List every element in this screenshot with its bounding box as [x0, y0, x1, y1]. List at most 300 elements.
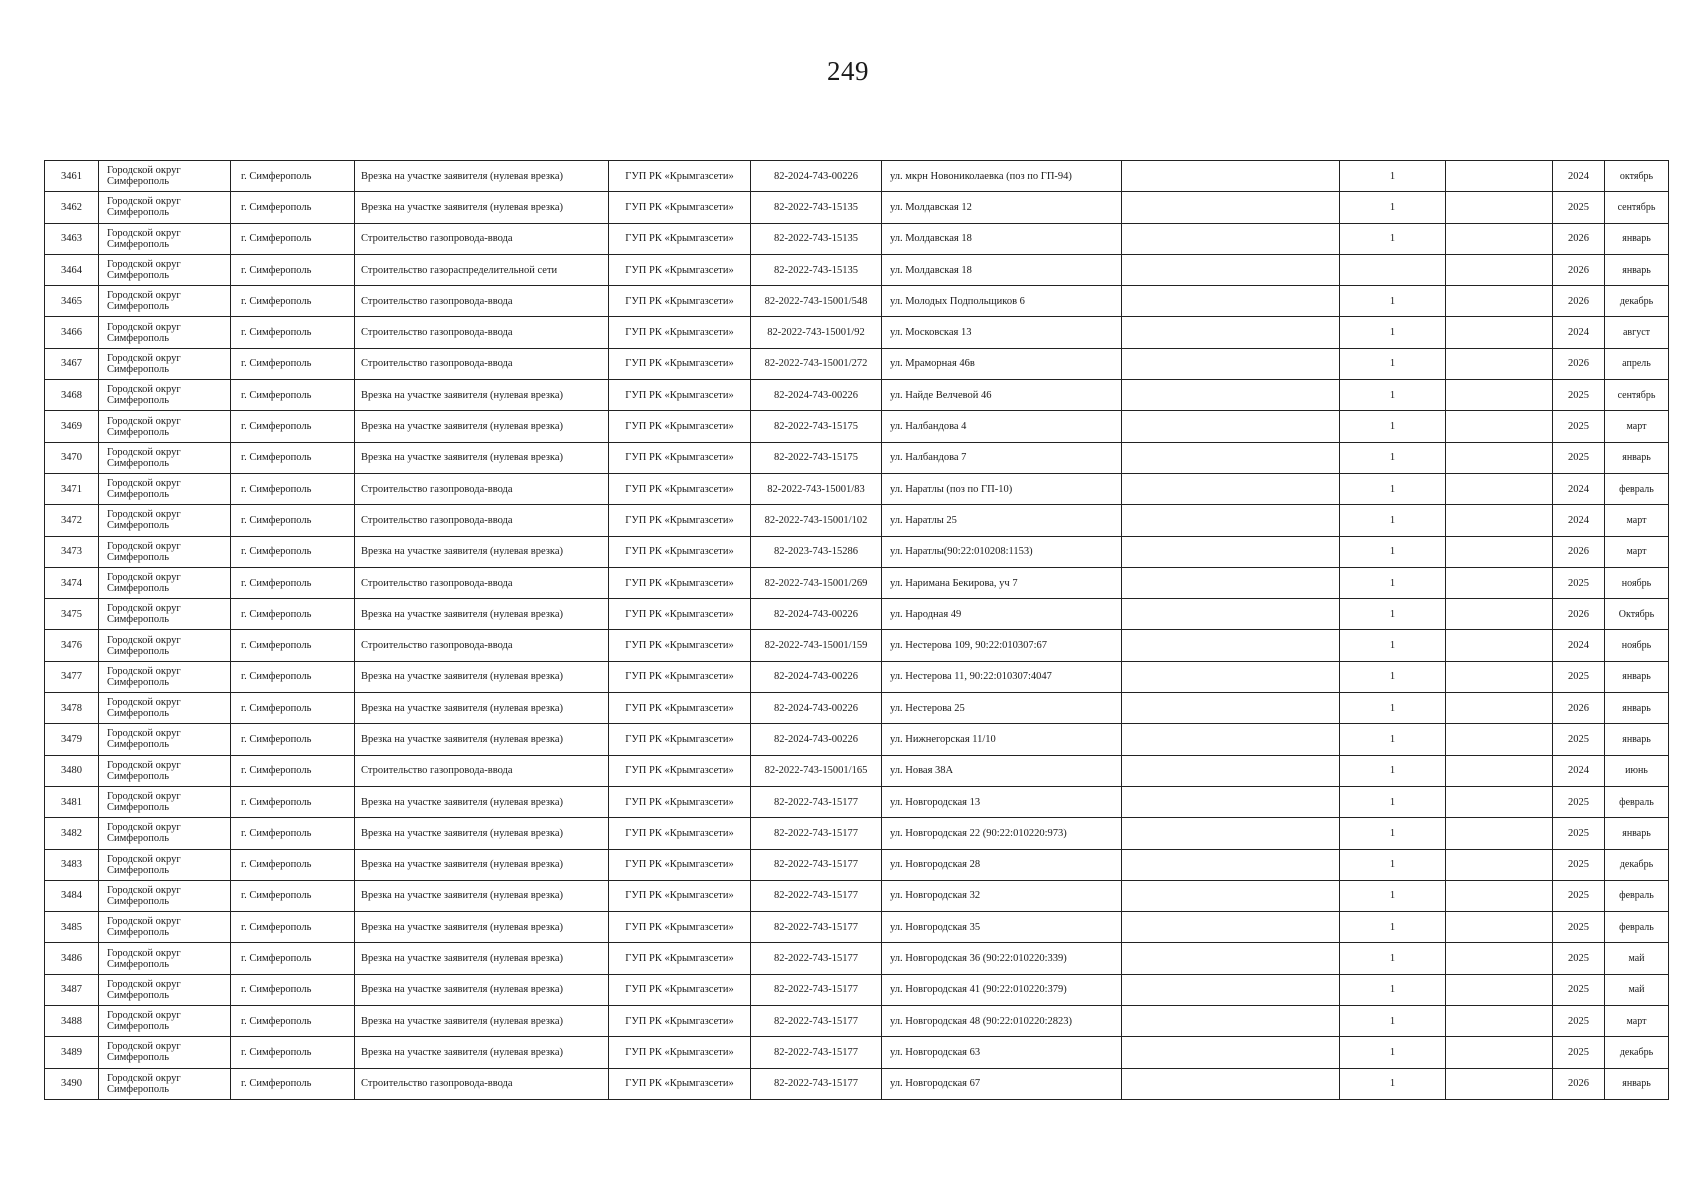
blank-cell [1122, 348, 1340, 379]
city-cell: г. Симферополь [231, 317, 355, 348]
blank-cell [1446, 192, 1553, 223]
district-cell: Городской округ Симферополь [99, 317, 231, 348]
organization-cell: ГУП РК «Крымгазсети» [609, 755, 751, 786]
registry-code-cell: 82-2022-743-15177 [751, 818, 882, 849]
city-cell: г. Симферополь [231, 943, 355, 974]
table-row [45, 317, 1669, 348]
row-number-cell: 3486 [45, 943, 99, 974]
organization-cell: ГУП РК «Крымгазсети» [609, 473, 751, 504]
organization-cell: ГУП РК «Крымгазсети» [609, 943, 751, 974]
quantity-cell: 1 [1340, 505, 1446, 536]
organization-cell: ГУП РК «Крымгазсети» [609, 599, 751, 630]
registry-code-cell: 82-2023-743-15286 [751, 536, 882, 567]
district-cell: Городской округ Симферополь [99, 630, 231, 661]
registry-code-cell: 82-2022-743-15001/272 [751, 348, 882, 379]
blank-cell [1446, 1006, 1553, 1037]
address-cell: ул. Новгородская 48 (90:22:010220:2823) [882, 1006, 1122, 1037]
address-cell: ул. Молдавская 18 [882, 223, 1122, 254]
year-cell: 2025 [1553, 442, 1605, 473]
district-cell: Городской округ Симферополь [99, 348, 231, 379]
city-cell: г. Симферополь [231, 630, 355, 661]
year-cell: 2026 [1553, 599, 1605, 630]
registry-code-cell: 82-2024-743-00226 [751, 693, 882, 724]
district-cell: Городской округ Симферополь [99, 223, 231, 254]
registry-code-cell: 82-2022-743-15177 [751, 943, 882, 974]
year-cell: 2026 [1553, 536, 1605, 567]
year-cell: 2024 [1553, 317, 1605, 348]
blank-cell [1446, 505, 1553, 536]
table-row [45, 1037, 1669, 1068]
year-cell: 2025 [1553, 880, 1605, 911]
month-cell: август [1605, 317, 1669, 348]
address-cell: ул. Молдавская 12 [882, 192, 1122, 223]
blank-cell [1446, 567, 1553, 598]
city-cell: г. Симферополь [231, 599, 355, 630]
organization-cell: ГУП РК «Крымгазсети» [609, 849, 751, 880]
row-number-cell: 3488 [45, 1006, 99, 1037]
address-cell: ул. Наратлы(90:22:010208:1153) [882, 536, 1122, 567]
blank-cell [1446, 693, 1553, 724]
row-number-cell: 3487 [45, 974, 99, 1005]
work-type-cell: Врезка на участке заявителя (нулевая врезка) [355, 442, 609, 473]
row-number-cell: 3484 [45, 880, 99, 911]
organization-cell: ГУП РК «Крымгазсети» [609, 567, 751, 598]
year-cell: 2025 [1553, 1037, 1605, 1068]
registry-table [44, 160, 1669, 1100]
month-cell: октябрь [1605, 161, 1669, 192]
table-row [45, 693, 1669, 724]
row-number-cell: 3471 [45, 473, 99, 504]
blank-cell [1122, 223, 1340, 254]
year-cell: 2026 [1553, 693, 1605, 724]
address-cell: ул. Новгородская 36 (90:22:010220:339) [882, 943, 1122, 974]
organization-cell: ГУП РК «Крымгазсети» [609, 192, 751, 223]
organization-cell: ГУП РК «Крымгазсети» [609, 536, 751, 567]
quantity-cell: 1 [1340, 630, 1446, 661]
blank-cell [1122, 411, 1340, 442]
row-number-cell: 3482 [45, 818, 99, 849]
table-row [45, 473, 1669, 504]
quantity-cell: 1 [1340, 161, 1446, 192]
work-type-cell: Строительство газораспределительной сети [355, 254, 609, 285]
row-number-cell: 3481 [45, 786, 99, 817]
table-row [45, 223, 1669, 254]
table-row [45, 505, 1669, 536]
year-cell: 2025 [1553, 849, 1605, 880]
quantity-cell: 1 [1340, 317, 1446, 348]
month-cell: декабрь [1605, 849, 1669, 880]
year-cell: 2025 [1553, 1006, 1605, 1037]
quantity-cell: 1 [1340, 411, 1446, 442]
registry-code-cell: 82-2022-743-15001/159 [751, 630, 882, 661]
district-cell: Городской округ Симферополь [99, 192, 231, 223]
district-cell: Городской округ Симферополь [99, 1006, 231, 1037]
quantity-cell: 1 [1340, 1068, 1446, 1099]
city-cell: г. Симферополь [231, 724, 355, 755]
work-type-cell: Врезка на участке заявителя (нулевая врезка) [355, 880, 609, 911]
month-cell: январь [1605, 693, 1669, 724]
address-cell: ул. Новгородская 35 [882, 912, 1122, 943]
blank-cell [1446, 411, 1553, 442]
district-cell: Городской округ Симферополь [99, 161, 231, 192]
blank-cell [1446, 849, 1553, 880]
blank-cell [1122, 1006, 1340, 1037]
registry-code-cell: 82-2022-743-15177 [751, 912, 882, 943]
month-cell: май [1605, 943, 1669, 974]
month-cell: январь [1605, 223, 1669, 254]
work-type-cell: Врезка на участке заявителя (нулевая врезка) [355, 693, 609, 724]
blank-cell [1122, 536, 1340, 567]
work-type-cell: Врезка на участке заявителя (нулевая врезка) [355, 1006, 609, 1037]
address-cell: ул. Новгородская 63 [882, 1037, 1122, 1068]
blank-cell [1446, 880, 1553, 911]
registry-code-cell: 82-2022-743-15177 [751, 849, 882, 880]
city-cell: г. Симферополь [231, 755, 355, 786]
city-cell: г. Симферополь [231, 912, 355, 943]
blank-cell [1446, 380, 1553, 411]
organization-cell: ГУП РК «Крымгазсети» [609, 442, 751, 473]
table-row [45, 630, 1669, 661]
year-cell: 2024 [1553, 630, 1605, 661]
district-cell: Городской округ Симферополь [99, 943, 231, 974]
table-row [45, 943, 1669, 974]
blank-cell [1122, 693, 1340, 724]
blank-cell [1446, 223, 1553, 254]
organization-cell: ГУП РК «Крымгазсети» [609, 661, 751, 692]
year-cell: 2025 [1553, 974, 1605, 1005]
organization-cell: ГУП РК «Крымгазсети» [609, 1037, 751, 1068]
blank-cell [1446, 1037, 1553, 1068]
address-cell: ул. Налбандова 4 [882, 411, 1122, 442]
blank-cell [1446, 943, 1553, 974]
year-cell: 2025 [1553, 192, 1605, 223]
district-cell: Городской округ Симферополь [99, 818, 231, 849]
quantity-cell: 1 [1340, 693, 1446, 724]
registry-code-cell: 82-2022-743-15135 [751, 192, 882, 223]
month-cell: май [1605, 974, 1669, 1005]
address-cell: ул. Наримана Бекирова, уч 7 [882, 567, 1122, 598]
table-row [45, 755, 1669, 786]
blank-cell [1122, 943, 1340, 974]
quantity-cell: 1 [1340, 849, 1446, 880]
blank-cell [1446, 786, 1553, 817]
address-cell: ул. мкрн Новониколаевка (поз по ГП-94) [882, 161, 1122, 192]
registry-code-cell: 82-2022-743-15177 [751, 974, 882, 1005]
registry-code-cell: 82-2022-743-15001/548 [751, 286, 882, 317]
city-cell: г. Симферополь [231, 505, 355, 536]
district-cell: Городской округ Симферополь [99, 473, 231, 504]
district-cell: Городской округ Симферополь [99, 849, 231, 880]
address-cell: ул. Нижнегорская 11/10 [882, 724, 1122, 755]
table-row [45, 536, 1669, 567]
month-cell: февраль [1605, 880, 1669, 911]
table-row [45, 567, 1669, 598]
organization-cell: ГУП РК «Крымгазсети» [609, 630, 751, 661]
blank-cell [1446, 818, 1553, 849]
blank-cell [1446, 254, 1553, 285]
registry-code-cell: 82-2022-743-15001/269 [751, 567, 882, 598]
row-number-cell: 3476 [45, 630, 99, 661]
row-number-cell: 3469 [45, 411, 99, 442]
quantity-cell: 1 [1340, 442, 1446, 473]
city-cell: г. Симферополь [231, 473, 355, 504]
district-cell: Городской округ Симферополь [99, 912, 231, 943]
organization-cell: ГУП РК «Крымгазсети» [609, 1068, 751, 1099]
quantity-cell: 1 [1340, 380, 1446, 411]
year-cell: 2024 [1553, 161, 1605, 192]
month-cell: март [1605, 505, 1669, 536]
month-cell: ноябрь [1605, 630, 1669, 661]
work-type-cell: Врезка на участке заявителя (нулевая врезка) [355, 724, 609, 755]
district-cell: Городской округ Симферополь [99, 786, 231, 817]
table-row [45, 786, 1669, 817]
quantity-cell: 1 [1340, 880, 1446, 911]
district-cell: Городской округ Симферополь [99, 724, 231, 755]
month-cell: декабрь [1605, 1037, 1669, 1068]
blank-cell [1446, 599, 1553, 630]
work-type-cell: Строительство газопровода-ввода [355, 223, 609, 254]
table-row [45, 1068, 1669, 1099]
address-cell: ул. Молодых Подпольщиков 6 [882, 286, 1122, 317]
registry-code-cell: 82-2022-743-15001/165 [751, 755, 882, 786]
organization-cell: ГУП РК «Крымгазсети» [609, 254, 751, 285]
organization-cell: ГУП РК «Крымгазсети» [609, 348, 751, 379]
registry-code-cell: 82-2022-743-15177 [751, 1068, 882, 1099]
work-type-cell: Врезка на участке заявителя (нулевая врезка) [355, 912, 609, 943]
row-number-cell: 3474 [45, 567, 99, 598]
work-type-cell: Строительство газопровода-ввода [355, 630, 609, 661]
work-type-cell: Врезка на участке заявителя (нулевая врезка) [355, 536, 609, 567]
address-cell: ул. Новгородская 28 [882, 849, 1122, 880]
registry-code-cell: 82-2022-743-15135 [751, 223, 882, 254]
registry-code-cell: 82-2022-743-15177 [751, 1037, 882, 1068]
work-type-cell: Строительство газопровода-ввода [355, 1068, 609, 1099]
quantity-cell: 1 [1340, 912, 1446, 943]
quantity-cell: 1 [1340, 818, 1446, 849]
organization-cell: ГУП РК «Крымгазсети» [609, 505, 751, 536]
table-row [45, 161, 1669, 192]
city-cell: г. Симферополь [231, 254, 355, 285]
blank-cell [1446, 348, 1553, 379]
district-cell: Городской округ Симферополь [99, 974, 231, 1005]
month-cell: сентябрь [1605, 380, 1669, 411]
blank-cell [1446, 536, 1553, 567]
blank-cell [1446, 473, 1553, 504]
address-cell: ул. Новгородская 67 [882, 1068, 1122, 1099]
table-row [45, 974, 1669, 1005]
work-type-cell: Врезка на участке заявителя (нулевая врезка) [355, 380, 609, 411]
blank-cell [1446, 912, 1553, 943]
work-type-cell: Врезка на участке заявителя (нулевая врезка) [355, 599, 609, 630]
table-row [45, 880, 1669, 911]
district-cell: Городской округ Симферополь [99, 442, 231, 473]
row-number-cell: 3473 [45, 536, 99, 567]
address-cell: ул. Новгородская 22 (90:22:010220:973) [882, 818, 1122, 849]
table-row [45, 661, 1669, 692]
district-cell: Городской округ Симферополь [99, 536, 231, 567]
row-number-cell: 3480 [45, 755, 99, 786]
table-row [45, 286, 1669, 317]
city-cell: г. Симферополь [231, 536, 355, 567]
row-number-cell: 3463 [45, 223, 99, 254]
month-cell: март [1605, 411, 1669, 442]
quantity-cell: 1 [1340, 943, 1446, 974]
row-number-cell: 3475 [45, 599, 99, 630]
month-cell: апрель [1605, 348, 1669, 379]
table-row [45, 1006, 1669, 1037]
month-cell: июнь [1605, 755, 1669, 786]
blank-cell [1122, 317, 1340, 348]
city-cell: г. Симферополь [231, 161, 355, 192]
district-cell: Городской округ Симферополь [99, 693, 231, 724]
blank-cell [1122, 192, 1340, 223]
month-cell: март [1605, 1006, 1669, 1037]
table-row [45, 254, 1669, 285]
row-number-cell: 3466 [45, 317, 99, 348]
quantity-cell: 1 [1340, 536, 1446, 567]
quantity-cell: 1 [1340, 1037, 1446, 1068]
year-cell: 2025 [1553, 380, 1605, 411]
blank-cell [1446, 161, 1553, 192]
year-cell: 2026 [1553, 254, 1605, 285]
month-cell: январь [1605, 724, 1669, 755]
city-cell: г. Симферополь [231, 786, 355, 817]
blank-cell [1446, 755, 1553, 786]
city-cell: г. Симферополь [231, 286, 355, 317]
table-row [45, 724, 1669, 755]
blank-cell [1122, 880, 1340, 911]
month-cell: сентябрь [1605, 192, 1669, 223]
year-cell: 2025 [1553, 567, 1605, 598]
work-type-cell: Врезка на участке заявителя (нулевая врезка) [355, 818, 609, 849]
year-cell: 2024 [1553, 473, 1605, 504]
registry-code-cell: 82-2022-743-15177 [751, 880, 882, 911]
city-cell: г. Симферополь [231, 880, 355, 911]
work-type-cell: Врезка на участке заявителя (нулевая врезка) [355, 974, 609, 1005]
blank-cell [1122, 161, 1340, 192]
organization-cell: ГУП РК «Крымгазсети» [609, 818, 751, 849]
district-cell: Городской округ Симферополь [99, 505, 231, 536]
blank-cell [1122, 599, 1340, 630]
blank-cell [1122, 786, 1340, 817]
registry-code-cell: 82-2022-743-15001/102 [751, 505, 882, 536]
district-cell: Городской округ Симферополь [99, 1068, 231, 1099]
blank-cell [1446, 317, 1553, 348]
row-number-cell: 3472 [45, 505, 99, 536]
row-number-cell: 3489 [45, 1037, 99, 1068]
address-cell: ул. Новая 38А [882, 755, 1122, 786]
year-cell: 2025 [1553, 943, 1605, 974]
page-number: 249 [827, 56, 869, 86]
year-cell: 2026 [1553, 223, 1605, 254]
city-cell: г. Симферополь [231, 1006, 355, 1037]
month-cell: Октябрь [1605, 599, 1669, 630]
district-cell: Городской округ Симферополь [99, 1037, 231, 1068]
row-number-cell: 3462 [45, 192, 99, 223]
district-cell: Городской округ Симферополь [99, 411, 231, 442]
address-cell: ул. Наратлы 25 [882, 505, 1122, 536]
year-cell: 2025 [1553, 818, 1605, 849]
city-cell: г. Симферополь [231, 411, 355, 442]
row-number-cell: 3470 [45, 442, 99, 473]
month-cell: январь [1605, 254, 1669, 285]
registry-code-cell: 82-2024-743-00226 [751, 161, 882, 192]
blank-cell [1446, 1068, 1553, 1099]
row-number-cell: 3461 [45, 161, 99, 192]
year-cell: 2026 [1553, 348, 1605, 379]
year-cell: 2025 [1553, 661, 1605, 692]
table-row [45, 442, 1669, 473]
city-cell: г. Симферополь [231, 1068, 355, 1099]
quantity-cell: 1 [1340, 755, 1446, 786]
month-cell: март [1605, 536, 1669, 567]
address-cell: ул. Молдавская 18 [882, 254, 1122, 285]
quantity-cell: 1 [1340, 974, 1446, 1005]
blank-cell [1122, 974, 1340, 1005]
table-row [45, 348, 1669, 379]
blank-cell [1446, 724, 1553, 755]
month-cell: февраль [1605, 786, 1669, 817]
blank-cell [1446, 286, 1553, 317]
blank-cell [1122, 1068, 1340, 1099]
registry-code-cell: 82-2022-743-15177 [751, 1006, 882, 1037]
address-cell: ул. Найде Велчевой 46 [882, 380, 1122, 411]
district-cell: Городской округ Симферополь [99, 380, 231, 411]
registry-code-cell: 82-2022-743-15001/92 [751, 317, 882, 348]
blank-cell [1446, 442, 1553, 473]
month-cell: январь [1605, 818, 1669, 849]
row-number-cell: 3468 [45, 380, 99, 411]
registry-code-cell: 82-2022-743-15001/83 [751, 473, 882, 504]
work-type-cell: Врезка на участке заявителя (нулевая врезка) [355, 943, 609, 974]
registry-code-cell: 82-2022-743-15175 [751, 442, 882, 473]
table-row [45, 192, 1669, 223]
year-cell: 2026 [1553, 286, 1605, 317]
table-row [45, 912, 1669, 943]
work-type-cell: Врезка на участке заявителя (нулевая врезка) [355, 411, 609, 442]
work-type-cell: Врезка на участке заявителя (нулевая врезка) [355, 161, 609, 192]
month-cell: февраль [1605, 912, 1669, 943]
year-cell: 2026 [1553, 1068, 1605, 1099]
table-row [45, 599, 1669, 630]
blank-cell [1122, 849, 1340, 880]
quantity-cell [1340, 254, 1446, 285]
blank-cell [1446, 974, 1553, 1005]
city-cell: г. Симферополь [231, 1037, 355, 1068]
row-number-cell: 3477 [45, 661, 99, 692]
month-cell: январь [1605, 1068, 1669, 1099]
organization-cell: ГУП РК «Крымгазсети» [609, 880, 751, 911]
blank-cell [1122, 473, 1340, 504]
year-cell: 2025 [1553, 912, 1605, 943]
quantity-cell: 1 [1340, 567, 1446, 598]
city-cell: г. Симферополь [231, 192, 355, 223]
quantity-cell: 1 [1340, 661, 1446, 692]
table-row [45, 380, 1669, 411]
work-type-cell: Врезка на участке заявителя (нулевая врезка) [355, 849, 609, 880]
organization-cell: ГУП РК «Крымгазсети» [609, 724, 751, 755]
registry-body [45, 161, 1669, 1100]
work-type-cell: Строительство газопровода-ввода [355, 317, 609, 348]
city-cell: г. Симферополь [231, 661, 355, 692]
city-cell: г. Симферополь [231, 849, 355, 880]
district-cell: Городской округ Симферополь [99, 661, 231, 692]
quantity-cell: 1 [1340, 473, 1446, 504]
city-cell: г. Симферополь [231, 567, 355, 598]
address-cell: ул. Новгородская 13 [882, 786, 1122, 817]
registry-code-cell: 82-2024-743-00226 [751, 599, 882, 630]
year-cell: 2024 [1553, 505, 1605, 536]
